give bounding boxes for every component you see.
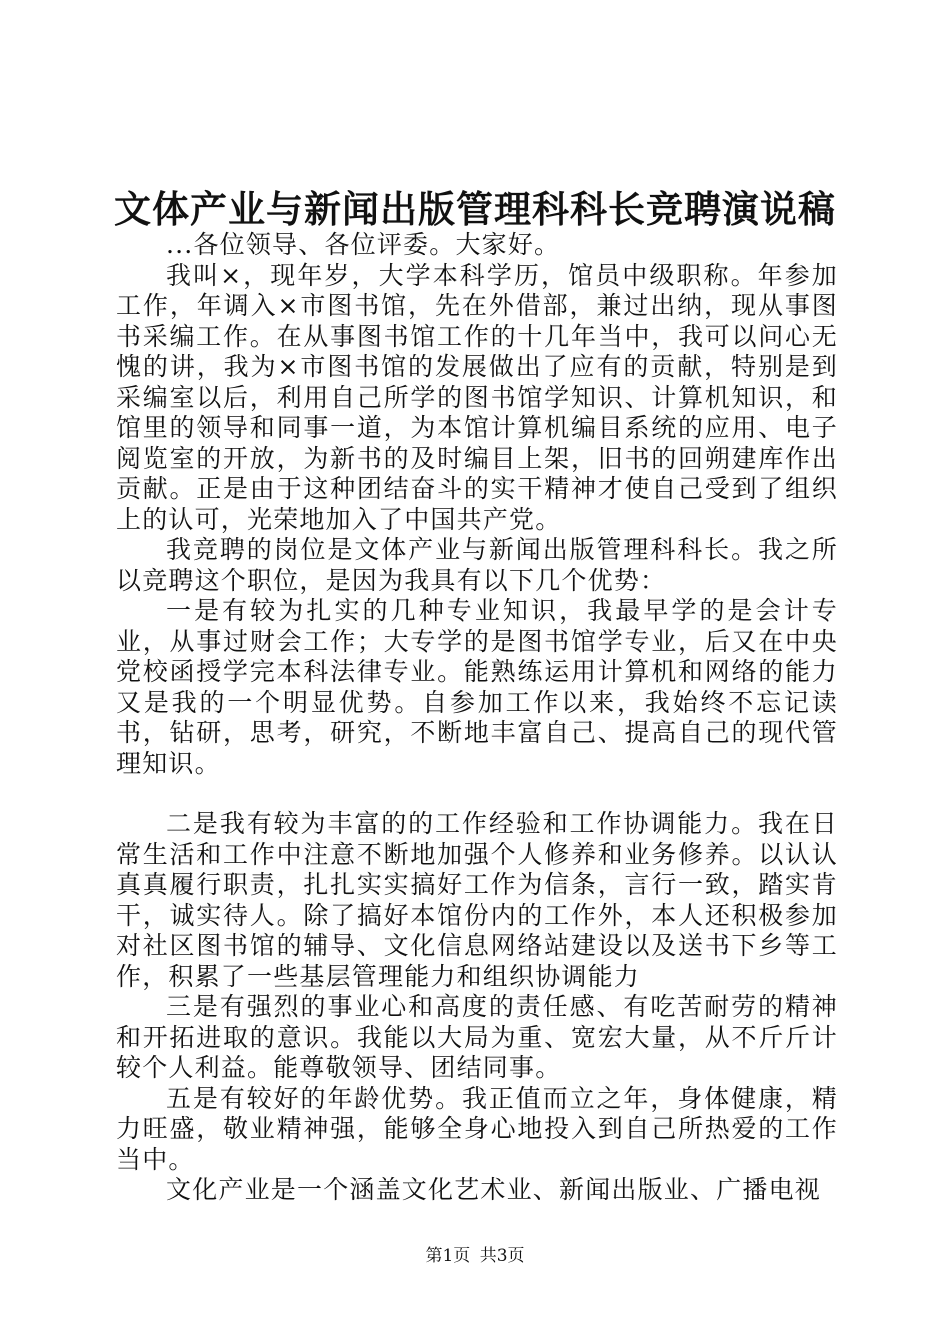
page-footer: [0, 1245, 950, 1267]
paragraph-cultural-industry: 文化产业是一个涵盖文化艺术业、新闻出版业、广播电视: [166, 1175, 822, 1204]
paragraph-advantage-one: 一是有较为扎实的几种专业知识，我最早学的是会计专业，从事过财会工作；大专学的是图书馆学专业，后又在中央党校函授学完本科法律专业。能熟练运用计算机和网络的能力又是我的一个明显优势。自参加工作以来，我始终不忘记读书，钻研，思考，研究，不断地丰富自己、提高自己的现代管理知识。: [116, 596, 838, 778]
paragraph-self-introduction: 我叫×，现年岁，大学本科学历，馆员中级职称。年参加工作，年调入×市图书馆，先在外借部，兼过出纳，现从事图书采编工作。在从事图书馆工作的十几年当中，我可以问心无愧的讲，我为×市图书馆的发展做出了应有的贡献，特别是到采编室以后，利用自己所学的图书馆学知识、计算机知识，和馆里的领导和同事一道，为本馆计算机编目系统的应用、电子阅览室的开放，为新书的及时编目上架，旧书的回朔建库作出贡献。正是由于这种团结奋斗的实干精神才使自己受到了组织上的认可，光荣地加入了中国共产党。: [116, 260, 838, 534]
paragraph-greeting: ...各位领导、各位评委。大家好。: [166, 230, 561, 259]
document-title: 文体产业与新闻出版管理科科长竞聘演说稿: [114, 187, 836, 231]
paragraph-advantage-two: 二是我有较为丰富的的工作经验和工作协调能力。我在日常生活和工作中注意不断地加强个人修养和业务修养。以认认真真履行职责，扎扎实实搞好工作为信条，言行一致，踏实肯干，诚实待人。除了搞好本馆份内的工作外，本人还积极参加对社区图书馆的辅导、文化信息网络站建设以及送书下乡等工作，积累了一些基层管理能力和组织协调能力: [116, 809, 838, 991]
paragraph-advantage-five: 五是有较好的年龄优势。我正值而立之年，身体健康，精力旺盛，敬业精神强，能够全身心地投入到自己所热爱的工作当中。: [116, 1083, 838, 1174]
page-total: 共3页: [479, 1246, 525, 1266]
document-body: [116, 230, 838, 1206]
page-number: 第1页: [425, 1246, 471, 1266]
paragraph-position: 我竞聘的岗位是文体产业与新闻出版管理科科长。我之所以竞聘这个职位，是因为我具有以下几个优势：: [116, 535, 838, 595]
paragraph-advantage-three: 三是有强烈的事业心和高度的责任感、有吃苦耐劳的精神和开拓进取的意识。我能以大局为重、宽宏大量，从不斤斤计较个人利益。能尊敬领导、团结同事。: [116, 992, 838, 1082]
